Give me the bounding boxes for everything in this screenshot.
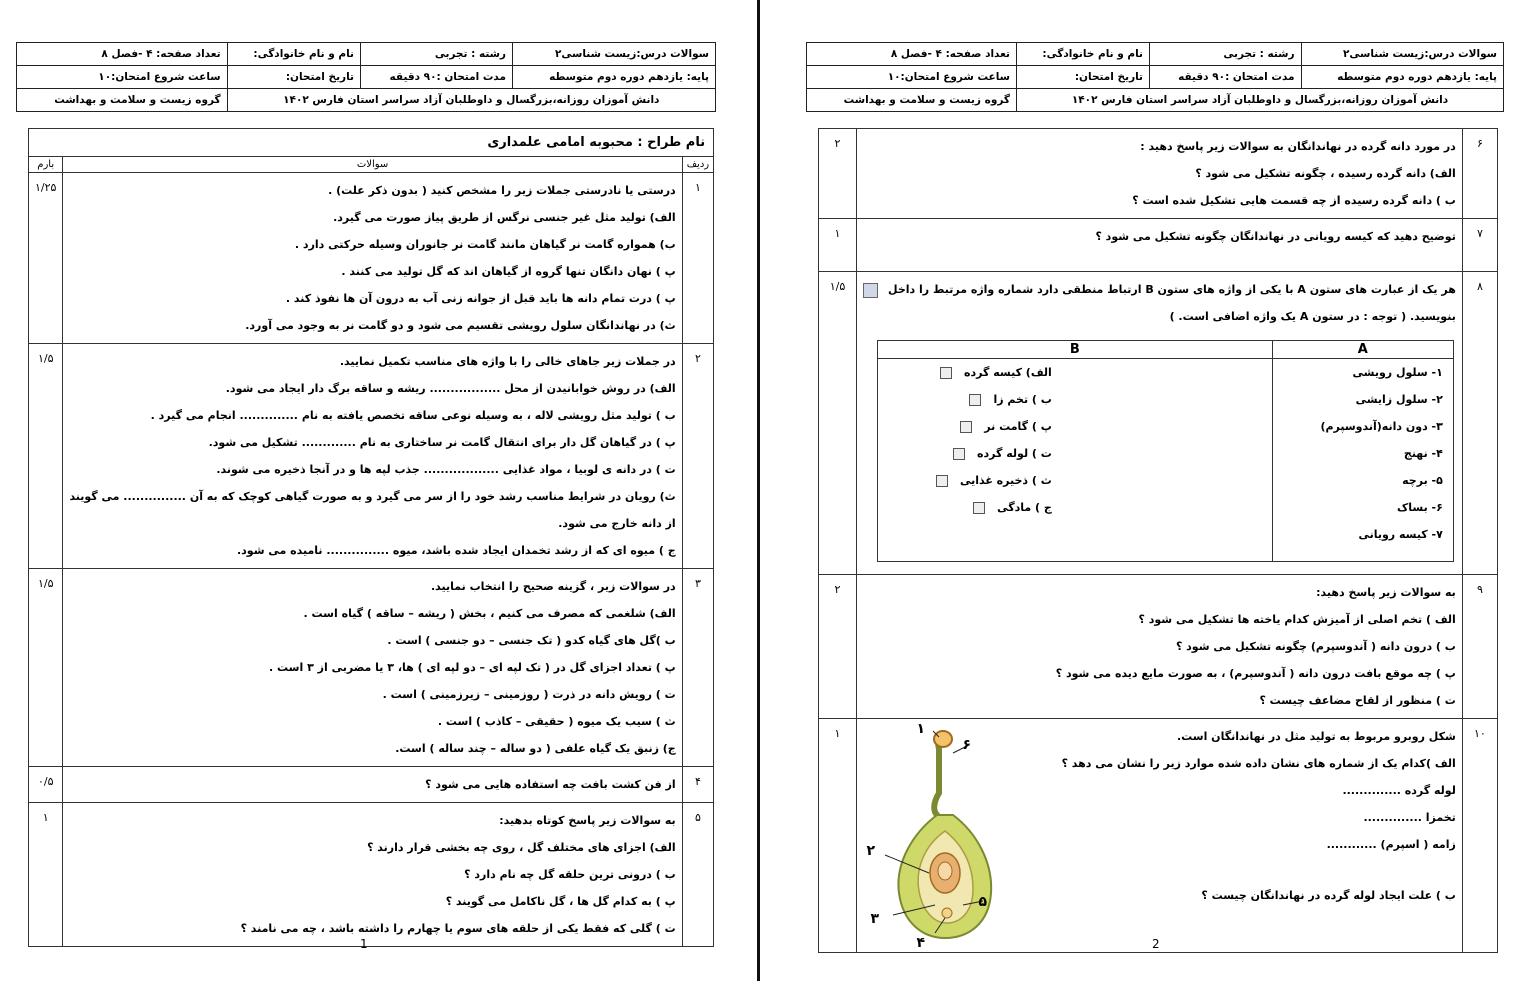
header-name: نام و نام خانوادگی: xyxy=(1017,43,1150,66)
question-score: ۱/۲۵ xyxy=(29,173,63,344)
question-line: ج) زنبق یک گیاه علفی ( دو ساله – چند ساله ) است. xyxy=(395,742,676,755)
column-a-item: ۲- سلول زایشی xyxy=(1355,393,1443,406)
question-line: لوله گرده .............. xyxy=(1342,784,1456,797)
question-body xyxy=(857,129,1463,219)
question-row xyxy=(819,719,1498,953)
page-divider xyxy=(757,0,760,981)
header-grade: پایه: یازدهم دوره دوم متوسطه xyxy=(512,66,715,89)
question-line: ث) در نهاندانگان سلول رویشی تقسیم می شود و دو گامت نر به وجود می آورد. xyxy=(245,319,676,332)
questions-table xyxy=(818,128,1498,953)
question-10-content xyxy=(863,721,1456,951)
header-group: گروه زیست و سلامت و بهداشت xyxy=(807,89,1017,112)
column-b-label: پ ) گامت نر xyxy=(984,420,1052,433)
column-a-item: ۳- دون دانه(آندوسپرم) xyxy=(1320,420,1443,433)
question-body xyxy=(63,344,682,569)
question-line: به سوالات زیر پاسخ کوتاه بدهید: xyxy=(499,814,676,827)
header-field: رشته : تجربی xyxy=(1150,43,1302,66)
question-line: ث) رویان در شرایط مناسب رشد خود را از سر می گیرد و به صورت گیاهی کوچک که به آن ............... می گویند xyxy=(69,490,676,503)
question-line: ب) همواره گامت نر گیاهان مانند گامت نر جانوران وسیله حرکتی دارد . xyxy=(294,238,676,251)
header-course: سوالات درس:زیست شناسی۲ xyxy=(512,43,715,66)
question-line: پ ) نهان دانگان تنها گروه از گیاهان اند که گل تولید می کنند . xyxy=(341,265,676,278)
column-a-title: A xyxy=(1273,341,1453,359)
col-row-header: ردیف xyxy=(682,157,713,173)
question-number: ۸ xyxy=(1462,272,1497,575)
column-b-item xyxy=(878,386,1062,413)
question-body xyxy=(857,719,1463,953)
column-a-item: ۷- کیسه رویانی xyxy=(1358,528,1443,541)
exam-header xyxy=(806,42,1504,112)
question-number: ۱ xyxy=(682,173,713,344)
question-number: ۴ xyxy=(682,767,713,803)
question-number: ۳ xyxy=(682,569,713,767)
header-start: ساعت شروع امتحان:۱۰ xyxy=(17,66,228,89)
question-row xyxy=(819,575,1498,719)
question-number: ۶ xyxy=(1462,129,1497,219)
question-body xyxy=(63,803,682,947)
question-row xyxy=(29,767,714,803)
header-course: سوالات درس:زیست شناسی۲ xyxy=(1301,43,1503,66)
header-name: نام و نام خانوادگی: xyxy=(227,43,360,66)
page-number: 2 xyxy=(1152,937,1160,951)
question-row xyxy=(819,219,1498,272)
answer-checkbox-icon[interactable] xyxy=(973,502,985,514)
question-score: ۰/۵ xyxy=(29,767,63,803)
figure-label-3: ۳ xyxy=(870,911,880,927)
answer-checkbox-icon[interactable] xyxy=(953,448,965,460)
question-line: درستی یا نادرستی جملات زیر را مشخص کنید ( بدون ذکر علت) . xyxy=(328,184,676,197)
question-line: پ ) در گیاهان گل دار برای انتقال گامت نر ساختاری به نام ............. تشکیل می شود. xyxy=(208,436,676,449)
column-b-item xyxy=(878,467,1062,494)
question-line: الف) در روش خوابانیدن از محل ................. ریشه و ساقه برگ دار ایجاد می شود. xyxy=(225,382,676,395)
column-b-item xyxy=(878,440,1062,467)
header-grade: پایه: یازدهم دوره دوم متوسطه xyxy=(1301,66,1503,89)
answer-box-icon xyxy=(863,283,878,298)
question-body xyxy=(857,272,1463,575)
question-line: بنویسید. ( توجه : در ستون A یک واژه اضافی است. ) xyxy=(1169,310,1456,323)
question-number: ۹ xyxy=(1462,575,1497,719)
header-date: تاریخ امتحان: xyxy=(1017,66,1150,89)
question-score: ۱/۵ xyxy=(29,344,63,569)
question-line: ب ) درون دانه ( آندوسپرم) چگونه تشکیل می شود ؟ xyxy=(1175,640,1456,653)
column-b-item xyxy=(878,359,1062,386)
answer-checkbox-icon[interactable] xyxy=(969,394,981,406)
question-line: توضیح دهید که کیسه رویانی در نهاندانگان چگونه تشکیل می شود ؟ xyxy=(1095,230,1456,243)
question-body xyxy=(63,569,682,767)
question-row xyxy=(29,344,714,569)
question-line: ب ) علت ایجاد لوله گرده در نهاندانگان چیست ؟ xyxy=(1201,889,1456,902)
question-line: الف) شلغمی که مصرف می کنیم ، بخش ( ریشه – ساقه ) گیاه است . xyxy=(303,607,676,620)
figure-label-5: ۵ xyxy=(978,894,988,910)
question-line: زامه ( اسپرم) ............ xyxy=(1326,838,1456,851)
question-number: ۷ xyxy=(1462,219,1497,272)
stigma-shape xyxy=(934,731,952,747)
answer-checkbox-icon[interactable] xyxy=(936,475,948,487)
column-b-label: ب ) تخم زا xyxy=(993,393,1052,406)
column-a-item: ۴- نهنج xyxy=(1403,447,1443,460)
column-a-item: ۵- برچه xyxy=(1402,474,1443,487)
column-b-item xyxy=(878,413,1062,440)
col-score-header: بارم xyxy=(29,157,63,173)
question-number: ۲ xyxy=(682,344,713,569)
question-line: پ ) تعداد اجزای گل در ( تک لپه ای – دو لپه ای ) ها، ۳ یا مضربی از ۳ است . xyxy=(269,661,676,674)
question-body xyxy=(63,767,682,803)
ovule-diagram xyxy=(866,721,1033,951)
questions-table xyxy=(28,128,714,947)
question-line: الف) تولید مثل غیر جنسی نرگس از طریق پیاز صورت می گیرد. xyxy=(333,211,676,224)
question-score: ۱/۵ xyxy=(819,272,857,575)
question-line: ث ) سیب یک میوه ( حقیقی – کاذب ) است . xyxy=(437,715,676,728)
column-a-item: ۶- بساک xyxy=(1396,501,1443,514)
question-line: ب ) تولید مثل رویشی لاله ، به وسیله نوعی ساقه تخصص یافته به نام .............. انجام می گیرد . xyxy=(150,409,676,422)
question-row xyxy=(29,569,714,767)
header-field: رشته : تجربی xyxy=(360,43,512,66)
header-duration: مدت امتحان :۹۰ دقیقه xyxy=(1150,66,1302,89)
nucleus-shape xyxy=(938,862,952,880)
header-students: دانش آموزان روزانه،بزرگسال و داوطلبان آزاد سراسر استان فارس ۱۴۰۲ xyxy=(227,89,715,112)
question-number: ۵ xyxy=(682,803,713,947)
page-number: 1 xyxy=(360,937,368,951)
question-line: در سوالات زیر ، گزینه صحیح را انتخاب نمایید. xyxy=(430,580,676,593)
question-line: ب ) دانه گرده رسیده از چه قسمت هایی تشکیل شده است ؟ xyxy=(1132,194,1456,207)
question-score: ۲ xyxy=(819,129,857,219)
question-score: ۲ xyxy=(819,575,857,719)
question-line: پ ) به کدام گل ها ، گل ناکامل می گویند ؟ xyxy=(445,895,676,908)
question-line: ت ) رویش دانه در ذرت ( روزمینی – زیرزمینی ) است . xyxy=(382,688,676,701)
question-score: ۱ xyxy=(29,803,63,947)
question-row xyxy=(29,803,714,947)
column-b-label: الف) کیسه گرده xyxy=(964,366,1052,379)
answer-checkbox-icon[interactable] xyxy=(960,421,972,433)
header-students: دانش آموزان روزانه،بزرگسال و داوطلبان آزاد سراسر استان فارس ۱۴۰۲ xyxy=(1017,89,1504,112)
header-duration: مدت امتحان :۹۰ دقیقه xyxy=(360,66,512,89)
question-line: در جملات زیر جاهای خالی را با واژه های مناسب تکمیل نمایید. xyxy=(339,355,676,368)
column-b-label: ث ) ذخیره غذایی xyxy=(959,474,1052,487)
column-a xyxy=(1272,341,1453,561)
header-pages: تعداد صفحه: ۴ -فصل ۸ xyxy=(807,43,1017,66)
figure-label-6: ۶ xyxy=(962,737,972,753)
question-line: از فن کشت بافت چه استفاده هایی می شود ؟ xyxy=(425,778,676,791)
exam-page-1 xyxy=(0,0,752,981)
question-line: الف ) تخم اصلی از آمیزش کدام یاخته ها تشکیل می شود ؟ xyxy=(1138,613,1456,626)
question-line: به سوالات زیر پاسخ دهید: xyxy=(1316,586,1456,599)
header-group: گروه زیست و سلامت و بهداشت xyxy=(17,89,228,112)
column-b-item xyxy=(878,494,1062,521)
question-row xyxy=(29,173,714,344)
question-number: ۱۰ xyxy=(1462,719,1497,953)
question-line: الف) دانه گرده رسیده ، چگونه تشکیل می شود ؟ xyxy=(1195,167,1456,180)
question-line: در مورد دانه گرده در نهاندانگان به سوالات زیر پاسخ دهید : xyxy=(1140,140,1456,153)
question-score: ۱ xyxy=(819,719,857,953)
question-line: پ ) چه موقع بافت درون دانه ( آندوسپرم) ، به صورت مایع دیده می شود ؟ xyxy=(1055,667,1456,680)
egg-cell-shape xyxy=(942,908,952,918)
question-line: ج ) میوه ای که از رشد تخمدان ایجاد شده باشد، میوه ............... نامیده می شود. xyxy=(236,544,676,557)
figure-label-4: ۴ xyxy=(916,935,926,951)
question-line: ت ) گلی که فقط یکی از حلقه های سوم یا چهارم را داشته باشد ، چه می نامند ؟ xyxy=(240,922,676,935)
question-line: ب ) درونی ترین حلقه گل چه نام دارد ؟ xyxy=(464,868,676,881)
column-a-item: ۱- سلول رویشی xyxy=(1352,366,1443,379)
column-b-label: ج ) مادگی xyxy=(997,501,1052,514)
exam-header xyxy=(16,42,716,112)
question-body xyxy=(857,575,1463,719)
question-row xyxy=(819,129,1498,219)
style-shape xyxy=(934,735,945,823)
question-line: شکل روبرو مربوط به تولید مثل در نهاندانگان است. xyxy=(1176,730,1456,743)
column-b-label: ت ) لوله گرده xyxy=(977,447,1052,460)
column-b xyxy=(878,341,1272,561)
question-line: از دانه خارج می شود. xyxy=(558,517,676,530)
question-line: پ ) درت تمام دانه ها باید قبل از جوانه زنی آب به درون آن ها نفوذ کند . xyxy=(285,292,676,305)
answer-checkbox-icon[interactable] xyxy=(940,367,952,379)
question-score: ۱ xyxy=(819,219,857,272)
matching-table xyxy=(877,340,1454,562)
col-questions-header: سوالات xyxy=(63,157,682,173)
question-line xyxy=(863,276,1456,303)
question-line: ت ) در دانه ی لوبیا ، مواد غذایی .................. جذب لپه ها و در آنجا ذخیره می شوند. xyxy=(216,463,676,476)
header-start: ساعت شروع امتحان:۱۰ xyxy=(807,66,1017,89)
figure-label-1: ۱ xyxy=(916,721,926,737)
question-line: ب )گل های گیاه کدو ( تک جنسی – دو جنسی ) است . xyxy=(387,634,676,647)
question-line-text: هر یک از عبارت های ستون A با یکی از واژه های ستون B ارتباط منطقی دارد شماره واژه مرتبط را داخل xyxy=(888,283,1456,296)
header-date: تاریخ امتحان: xyxy=(227,66,360,89)
header-pages: تعداد صفحه: ۴ -فصل ۸ xyxy=(17,43,228,66)
question-body xyxy=(857,219,1463,272)
question-row xyxy=(819,272,1498,575)
question-line: ت ) منظور از لقاح مضاعف چیست ؟ xyxy=(1259,694,1456,707)
column-b-title: B xyxy=(878,341,1272,359)
question-body xyxy=(63,173,682,344)
question-line: الف) اجزای های مختلف گل ، روی چه بخشی قرار دارند ؟ xyxy=(367,841,676,854)
exam-page-2 xyxy=(766,0,1518,981)
designer-name: نام طراح : محبوبه امامی علمداری xyxy=(29,129,714,157)
question-line: الف )کدام یک از شماره های نشان داده شده موارد زیر را نشان می دهد ؟ xyxy=(1061,757,1456,770)
figure-label-2: ۲ xyxy=(866,843,876,859)
question-score: ۱/۵ xyxy=(29,569,63,767)
question-line: تخمزا .............. xyxy=(1363,811,1456,824)
